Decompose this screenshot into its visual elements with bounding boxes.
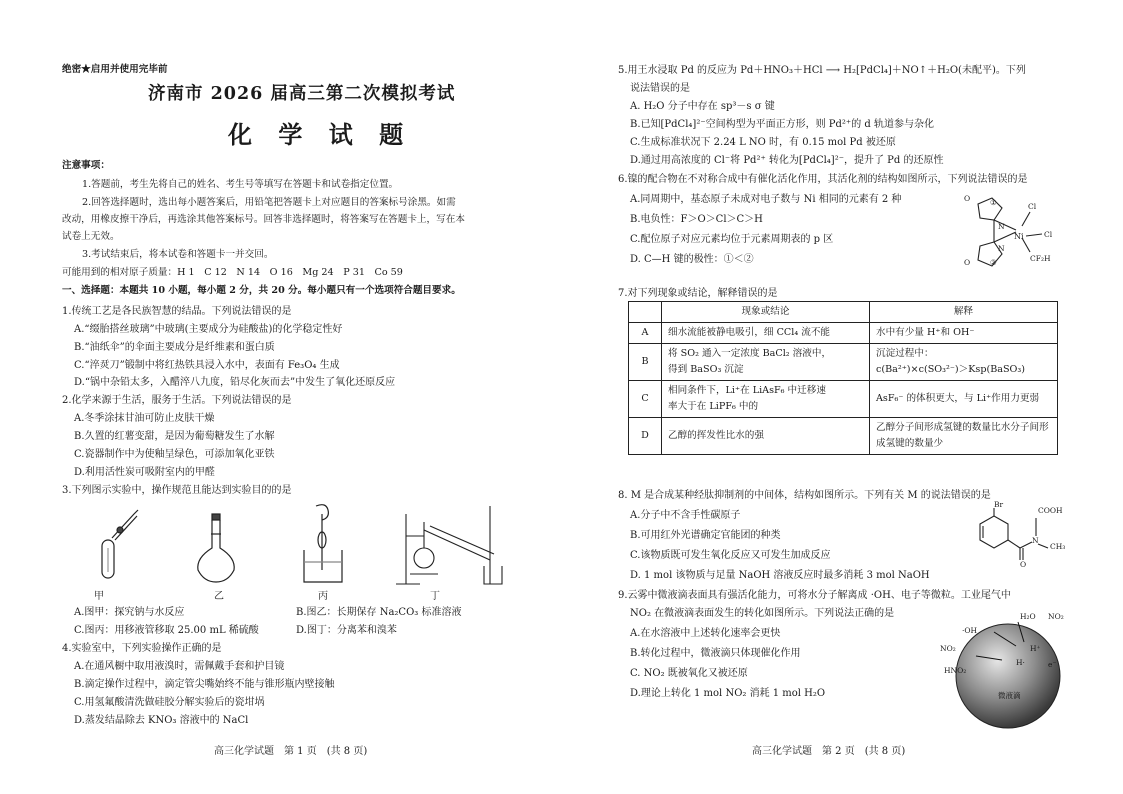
page-1: [0, 0, 560, 794]
option-6c: C.配位原子对应元素均位于元素周期表的 p 区: [630, 234, 834, 245]
struct-label-ni: Ni: [1014, 232, 1024, 241]
table-header: 现象或结论: [662, 302, 870, 323]
page-footer: 高三化学试题 第 1 页 (共 8 页): [214, 746, 368, 757]
fig-label-ding: 丁: [430, 591, 440, 602]
fig-label-oh: ·OH: [962, 626, 978, 635]
row-label: C: [629, 381, 662, 418]
distillation-figure: [396, 506, 502, 584]
table-header: 解释: [870, 302, 1058, 323]
table-header-row: [629, 302, 1058, 323]
cell-line: 成氢键的数量少: [876, 438, 944, 449]
explanation-cell: [870, 381, 1058, 418]
option-2b: B.久置的红薯变甜，是因为葡萄糖发生了水解: [74, 431, 275, 442]
option-3d: D.图丁：分离苯和溴苯: [296, 625, 397, 636]
cell-line: 乙醇分子间形成氢键的数量比水分子间形: [876, 422, 1049, 433]
cell-line: 得到 BaSO₃ 沉淀: [668, 364, 744, 375]
phenomenon-cell: [662, 418, 870, 455]
option-5c: C.生成标准状况下 2.24 L NO 时，有 0.15 mol Pd 被还原: [630, 137, 896, 148]
micro-droplet: [956, 624, 1060, 728]
cell-line: 相同条件下，Li⁺在 LiAsF₆ 中迁移速: [668, 385, 826, 396]
cell-line: 水中有少量 H⁺和 OH⁻: [876, 327, 975, 338]
cell-line: 率大于在 LiPF₆ 中的: [668, 401, 759, 412]
option-3b: B.图乙：长期保存 Na₂CO₃ 标准溶液: [296, 607, 462, 618]
table-row: [629, 418, 1058, 455]
cell-line: 将 SO₂ 通入一定浓度 BaCl₂ 溶液中，: [668, 348, 832, 359]
notice-line: 2.回答选择题时，选出每小题答案后，用铅笔把答题卡上对应题目的答案标号涂黑。如需: [82, 197, 456, 208]
notice-line: 改动，用橡皮擦干净后，再选涂其他答案标号。回答非选择题时，将答案写在答题卡上，写在本: [62, 214, 465, 225]
struct-label-cl-right: Cl: [1044, 230, 1053, 239]
question-4-stem: 4.实验室中，下列实验操作正确的是: [62, 643, 222, 654]
question-1-stem: 1.传统工艺是各民族智慧的结晶。下列说法错误的是: [62, 306, 292, 317]
question-9-stem-cont: NO₂ 在微液滴表面发生的转化如图所示。下列说法正确的是: [630, 608, 895, 619]
option-5a: A. H₂O 分子中存在 sp³－s σ 键: [630, 101, 775, 112]
atomic-masses: 可能用到的相对原子质量：H 1 C 12 N 14 O 16 Mg 24 P 31 Co 59: [62, 267, 403, 278]
notice-line: 1.答题前，考生先将自己的姓名、考生号等填写在答题卡和试卷指定位置。: [82, 179, 399, 190]
option-2c: C.瓷器制作中为使釉呈绿色，可添加氧化亚铁: [74, 449, 275, 460]
option-3c: C.图丙：用移液管移取 25.00 mL 稀硫酸: [74, 625, 259, 636]
question-3-stem: 3.下列图示实验中，操作规范且能达到实验目的的是: [62, 485, 292, 496]
pipette-figure: [304, 505, 342, 582]
table-row: [629, 323, 1058, 344]
struct-label-ch3: CH₃: [1050, 542, 1066, 551]
test-tube-figure: [102, 510, 138, 578]
option-1d: D.“锅中杂铅太多，入醋淬八九度，铅尽化灰而去”中发生了氧化还原反应: [74, 377, 396, 388]
option-9c: C. NO₂ 既被氧化又被还原: [630, 668, 748, 679]
option-4b: B.滴定操作过程中，滴定管尖嘴始终不能与锥形瓶内壁接触: [74, 679, 335, 690]
struct-label-2: ②: [990, 258, 997, 267]
struct-label-n: N: [1032, 536, 1039, 545]
cell-line: 细水流能被静电吸引，细 CCl₄ 流不能: [668, 327, 831, 338]
struct-label-o2: O: [964, 258, 971, 267]
phenomenon-cell: [662, 323, 870, 344]
struct-label-o1: O: [964, 194, 971, 203]
option-4c: C.用氢氟酸清洗做硅胶分解实验后的瓷坩埚: [74, 697, 265, 708]
struct-label-o: O: [1020, 560, 1027, 569]
fig-label-h-radical: H·: [1016, 658, 1025, 667]
explanation-cell: [870, 344, 1058, 381]
option-8b: B.可用红外光谱确定官能团的种类: [630, 530, 781, 541]
option-1c: C.“淬烎刀”锻制中将红热铁具浸入水中，表面有 Fe₃O₄ 生成: [74, 360, 340, 371]
fig-label-bing: 丙: [318, 591, 328, 602]
table-row: [629, 344, 1058, 381]
notice-line: 试卷上无效。: [62, 231, 120, 242]
fig-label-droplet: 微液滴: [998, 691, 1021, 700]
section-heading: 一、选择题：本题共 10 小题，每小题 2 分，共 20 分。每小题只有一个选项符合题目要求。: [62, 285, 461, 296]
option-8a: A.分子中不含手性碳原子: [630, 510, 741, 521]
fig-label-jia: 甲: [94, 591, 104, 602]
question-9-stem: 9.云雾中微液滴表面具有强活化能力，可将水分子解离成 ·OH、电子等微粒。工业尾气中: [618, 590, 1011, 601]
option-1b: B.“油纸伞”的伞面主要成分是纤维素和蛋白质: [74, 342, 275, 353]
option-8c: C.该物质既可发生氧化反应又可发生加成反应: [630, 550, 831, 561]
question-7-stem: 7.对下列现象或结论，解释错误的是: [618, 288, 778, 299]
notice-heading: 注意事项：: [62, 160, 110, 171]
option-6a: A.同周期中，基态原子未成对电子数与 Ni 相同的元素有 2 种: [630, 194, 902, 205]
question-6-stem: 6.镍的配合物在不对称合成中有催化活化作用，其活化剂的结构如图所示，下列说法错误的是: [618, 174, 1028, 185]
cell-line: 沉淀过程中：: [876, 348, 934, 359]
fig-label-yi: 乙: [214, 591, 224, 602]
phenomenon-cell: [662, 344, 870, 381]
apparatus-figure: [90, 500, 510, 588]
option-4a: A.在通风橱中取用液溴时，需佩戴手套和护目镜: [74, 661, 285, 672]
fig-label-no2-top: NO₂: [1048, 612, 1064, 621]
explanation-cell: [870, 418, 1058, 455]
option-9b: B.转化过程中，微液滴只体现催化作用: [630, 648, 801, 659]
cell-line: 乙醇的挥发性比水的强: [668, 430, 764, 441]
question-5-stem-cont: 说法错误的是: [630, 83, 690, 94]
struct-label-cl-top: Cl: [1028, 202, 1037, 211]
option-2d: D.利用活性炭可吸附室内的甲醛: [74, 467, 215, 478]
fig-label-h-plus: H⁺: [1030, 644, 1041, 653]
table-row: [629, 381, 1058, 418]
fig-label-electron: e⁻: [1048, 660, 1057, 669]
explanation-cell: [870, 323, 1058, 344]
subject-title: 化 学 试 题: [228, 120, 413, 149]
option-5b: B.已知[PdCl₄]²⁻空间构型为平面正方形，则 Pd²⁺的 d 轨道参与杂化: [630, 119, 934, 130]
volumetric-flask-figure: [198, 514, 234, 582]
cell-line: c(Ba²⁺)×c(SO₃²⁻)＞Ksp(BaSO₃): [876, 364, 1025, 375]
option-2a: A.冬季涂抹甘油可防止皮肤干燥: [74, 413, 215, 424]
cell-line: AsF₆⁻ 的体积更大，与 Li⁺作用力更弱: [876, 393, 1040, 404]
page-footer: 高三化学试题 第 2 页 (共 8 页): [752, 746, 906, 757]
row-label: A: [629, 323, 662, 344]
option-8d: D. 1 mol 该物质与足量 NaOH 溶液反应时最多消耗 3 mol NaOH: [630, 570, 930, 581]
option-9d: D.理论上转化 1 mol NO₂ 消耗 1 mol H₂O: [630, 688, 826, 699]
exam-title: 济南市 2026 届高三第二次模拟考试: [148, 84, 456, 104]
struct-label-br: Br: [994, 500, 1004, 509]
option-9a: A.在水溶液中上述转化速率会更快: [630, 628, 781, 639]
struct-label-cooh: COOH: [1038, 506, 1063, 515]
option-4d: D.蒸发结晶除去 KNO₃ 溶液中的 NaCl: [74, 715, 249, 726]
row-label: D: [629, 418, 662, 455]
fig-label-h2o: H₂O: [1020, 612, 1036, 621]
struct-label-n2: N: [998, 244, 1005, 253]
option-6b: B.电负性：F＞O＞Cl＞C＞H: [630, 214, 763, 225]
phenomenon-cell: [662, 381, 870, 418]
page-2: [562, 0, 1123, 794]
fig-label-hno2: HNO₂: [944, 666, 967, 675]
option-1a: A.“缀胎搭丝玻璃”中玻璃(主要成分为硅酸盐)的化学稳定性好: [74, 324, 343, 335]
fig-label-no2-left: NO₂: [940, 644, 956, 653]
row-label: B: [629, 344, 662, 381]
notice-line: 3.考试结束后，将本试卷和答题卡一并交回。: [82, 249, 274, 260]
option-6d: D. C—H 键的极性：①＜②: [630, 254, 754, 265]
option-3a: A.图甲：探究钠与水反应: [74, 607, 185, 618]
question-2-stem: 2.化学来源于生活，服务于生活。下列说法错误的是: [62, 395, 292, 406]
question-8-stem: 8. M 是合成某种经肽抑制剂的中间体，结构如图所示。下列有关 M 的说法错误的是: [618, 490, 991, 501]
option-5d: D.通过用高浓度的 Cl⁻将 Pd²⁺ 转化为[PdCl₄]²⁻，提升了 Pd 的还原性: [630, 155, 944, 166]
confidential-mark: 绝密★启用并使用完毕前: [62, 64, 168, 75]
question-5-stem: 5.用王水浸取 Pd 的反应为 Pd＋HNO₃＋HCl ⟶ H₂[PdCl₄]＋NO↑＋H₂O(未配平)。下列: [618, 65, 1026, 76]
struct-label-cf2h: CF₂H: [1030, 254, 1051, 263]
struct-label-n1: N: [998, 222, 1005, 231]
struct-label-1: ①: [990, 198, 997, 207]
question-7-table: [628, 301, 1058, 455]
table-cell: [629, 302, 662, 323]
